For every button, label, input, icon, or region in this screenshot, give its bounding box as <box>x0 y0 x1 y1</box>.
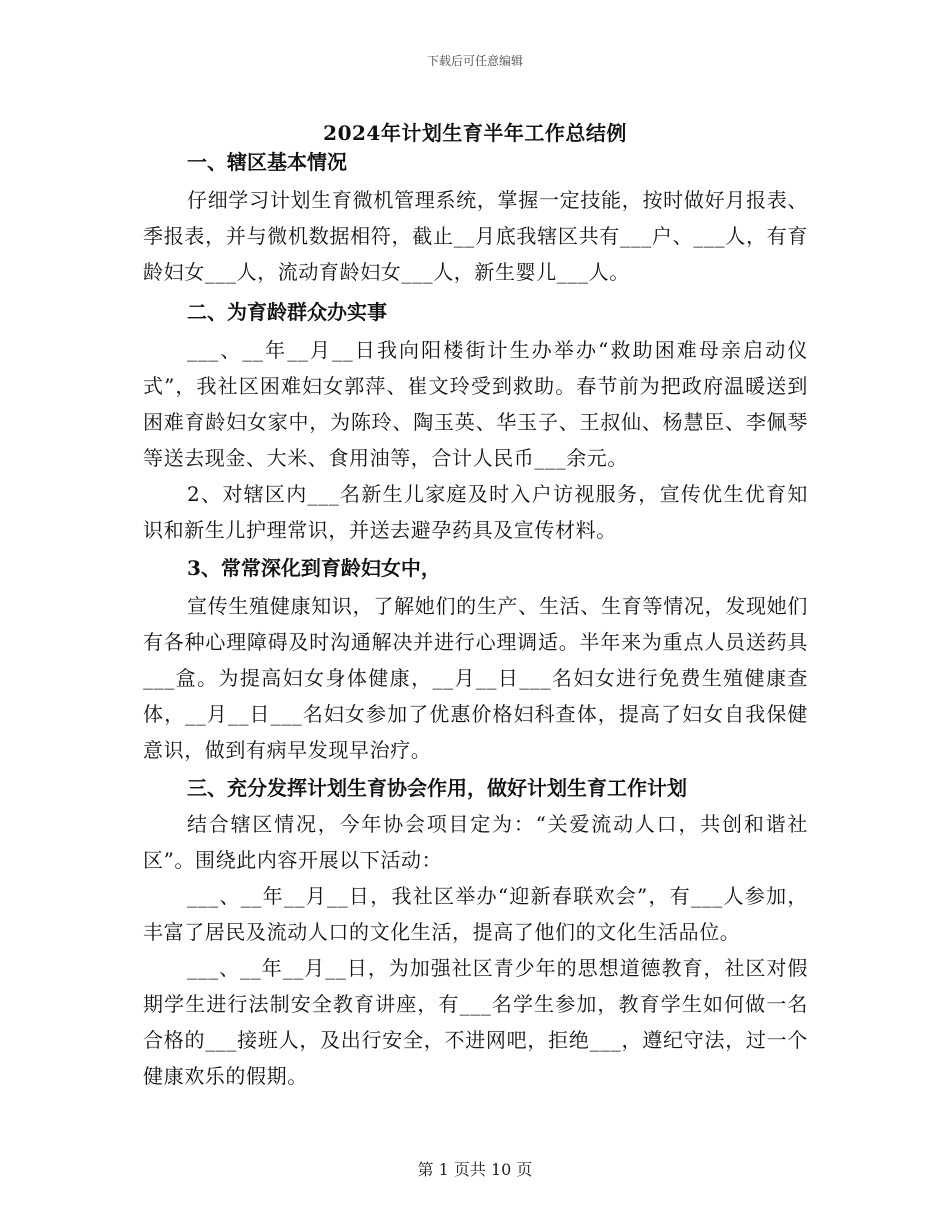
section-heading: 三、充分发挥计划生育协会作用，做好计划生育工作计划 <box>187 776 687 800</box>
document-body <box>143 148 808 1094</box>
page-header: 下载后可任意编辑 <box>426 54 523 68</box>
paragraph: ___、__年__月__日，为加强社区青少年的思想道德教育，社区对假期学生进行法制安全教育讲座，有___名学生参加，教育学生如何做一名合格的___接班人，及出行安全，不进网吧，拒绝___，遵纪守法，过一个健康欢乐的假期。 <box>143 956 808 1088</box>
section-heading: 一、辖区基本情况 <box>187 150 347 174</box>
paragraph: 宣传生殖健康知识，了解她们的生产、生活、生育等情况，发现她们有各种心理障碍及时沟通解决并进行心理调适。半年来为重点人员送药具___盒。为提高妇女身体健康，__月__日___名妇女进行免费生殖健康查体，__月__日___名妇女参加了优惠价格妇科查体，提高了妇女自我保健意识，做到有病早发现早治疗。 <box>143 594 808 762</box>
paragraph: ___、__年__月__日我向阳楼街计生办举办“救助困难母亲启动仪式”，我社区困难妇女郭萍、崔文玲受到救助。春节前为把政府温暖送到困难育龄妇女家中，为陈玲、陶玉英、华玉子、王叔仙、杨慧臣、李佩琴等送去现金、大米、食用油等，合计人民币___余元。 <box>143 338 808 470</box>
paragraph: 2、对辖区内___名新生儿家庭及时入户访视服务，宣传优生优育知识和新生儿护理常识，并送去避孕药具及宣传材料。 <box>143 482 808 542</box>
section-heading: 3、常常深化到育龄妇女中， <box>187 556 441 580</box>
section-heading: 二、为育龄群众办实事 <box>187 300 387 324</box>
paragraph: ___、__年__月__日，我社区举办“迎新春联欢会”，有___人参加，丰富了居民及流动人口的文化生活，提高了他们的文化生活品位。 <box>143 884 808 944</box>
document-title: 2024年计划生育半年工作总结例 <box>323 121 627 145</box>
paragraph: 仔细学习计划生育微机管理系统，掌握一定技能，按时做好月报表、季报表，并与微机数据相符，截止__月底我辖区共有___户、___人，有育龄妇女___人，流动育龄妇女___人，新生婴儿___人。 <box>143 188 808 284</box>
page-footer: 第 1 页共 10 页 <box>417 1160 533 1179</box>
paragraph: 结合辖区情况，今年协会项目定为：“关爱流动人口，共创和谐社区”。围绕此内容开展以下活动： <box>143 812 808 872</box>
